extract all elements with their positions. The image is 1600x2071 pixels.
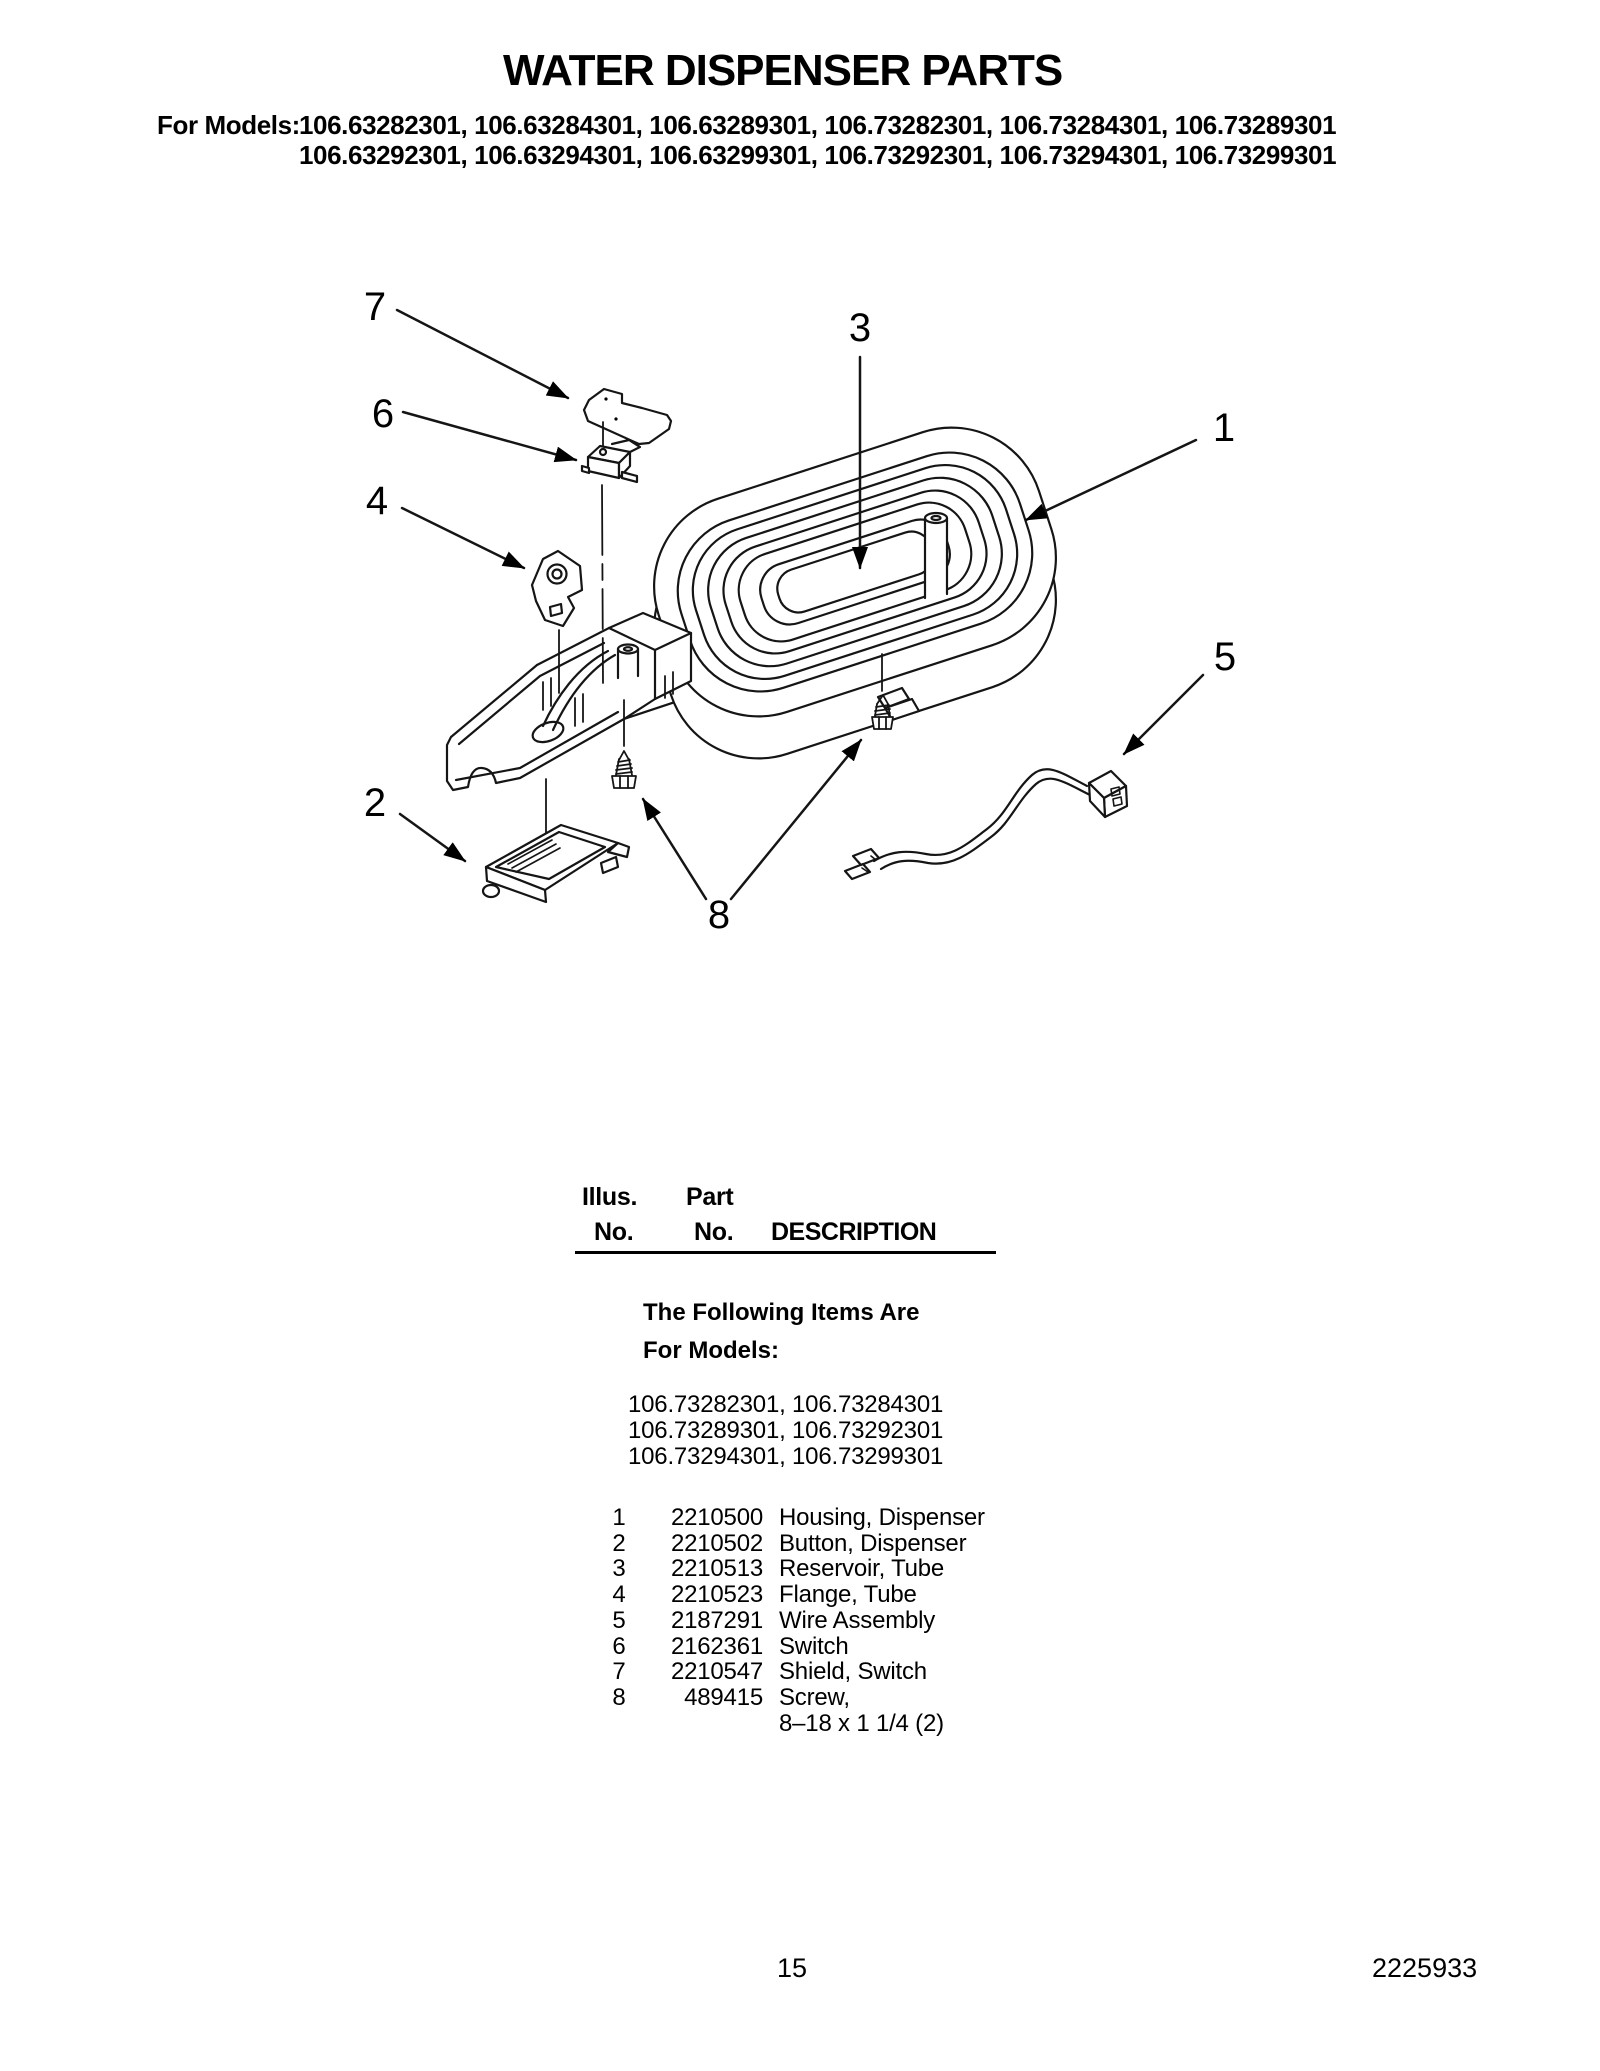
table-header-illus-line2: No.: [594, 1218, 634, 1246]
housing-arm: [447, 613, 691, 790]
section-models-line: 106.73289301, 106.73292301: [628, 1417, 944, 1444]
dispenser-button-tray: [483, 825, 629, 902]
row-illus: 4: [612, 1581, 626, 1608]
callout-label-2: 2: [363, 781, 387, 825]
reservoir-standpipe: [925, 513, 947, 598]
wire-assembly-part: [845, 769, 1127, 879]
row-part: 2210547: [670, 1658, 763, 1685]
section-models-line: 106.73282301, 106.73284301: [628, 1391, 944, 1418]
row-part: 2210513: [670, 1555, 763, 1582]
row-illus: 6: [612, 1633, 626, 1660]
row-illus: 8: [612, 1684, 626, 1711]
document-number: 2225933: [1372, 1953, 1478, 1983]
page-number: 15: [777, 1953, 808, 1983]
callout-label-7: 7: [363, 285, 387, 329]
table-header-rule: [575, 1251, 996, 1254]
flange-part: [532, 551, 582, 626]
models-line-1: 106.63282301, 106.63284301, 106.63289301, 106.73282301, 106.73284301, 106.73289301: [299, 110, 1337, 140]
row-part: 489415: [684, 1684, 763, 1711]
row-part: 2210502: [670, 1530, 763, 1557]
callout-label-5: 5: [1213, 635, 1237, 679]
row-description: Button, Dispenser: [779, 1530, 967, 1557]
exploded-parts-diagram: [340, 270, 1260, 950]
row-description: Housing, Dispenser: [779, 1504, 985, 1531]
table-header-illus-line1: Illus.: [582, 1183, 638, 1211]
row-part: 2210500: [670, 1504, 763, 1531]
table-header-part-line2: No.: [694, 1218, 734, 1246]
table-header-part-line1: Part: [686, 1183, 734, 1211]
page-title: WATER DISPENSER PARTS: [503, 46, 1063, 95]
housing-and-reservoir-coil: [630, 404, 1080, 783]
row-illus: 2: [612, 1530, 626, 1557]
switch-shield-part: [584, 389, 671, 444]
row-description: Wire Assembly: [779, 1607, 936, 1634]
switch-part: [582, 440, 640, 482]
models-line-2: 106.63292301, 106.63294301, 106.63299301, 106.73292301, 106.73294301, 106.73299301: [299, 140, 1337, 170]
section-models-line: 106.73294301, 106.73299301: [628, 1443, 944, 1470]
row-part: 2187291: [670, 1607, 763, 1634]
row-description: Flange, Tube: [779, 1581, 917, 1608]
row-description: Reservoir, Tube: [779, 1555, 945, 1582]
section-note-line1: The Following Items Are: [643, 1299, 920, 1326]
row-illus: 7: [612, 1658, 626, 1685]
callout-label-8: 8: [707, 893, 731, 937]
callout-label-3: 3: [848, 306, 872, 350]
row-description-continued: 8–18 x 1 1/4 (2): [779, 1710, 944, 1737]
screw-a: [612, 751, 636, 788]
row-part: 2210523: [670, 1581, 763, 1608]
row-illus: 5: [612, 1607, 626, 1634]
callout-label-4: 4: [365, 479, 389, 523]
row-part: 2162361: [670, 1633, 763, 1660]
row-description: Switch: [779, 1633, 849, 1660]
row-illus: 1: [612, 1504, 626, 1531]
models-label: For Models:: [157, 110, 300, 140]
row-description: Screw,: [779, 1684, 850, 1711]
callout-label-6: 6: [371, 392, 395, 436]
callout-label-1: 1: [1212, 406, 1236, 450]
switch-align-dash-line: [602, 485, 603, 683]
row-illus: 3: [612, 1555, 626, 1582]
row-description: Shield, Switch: [779, 1658, 927, 1685]
table-header-description: DESCRIPTION: [771, 1218, 937, 1246]
section-note-line2: For Models:: [643, 1337, 779, 1364]
